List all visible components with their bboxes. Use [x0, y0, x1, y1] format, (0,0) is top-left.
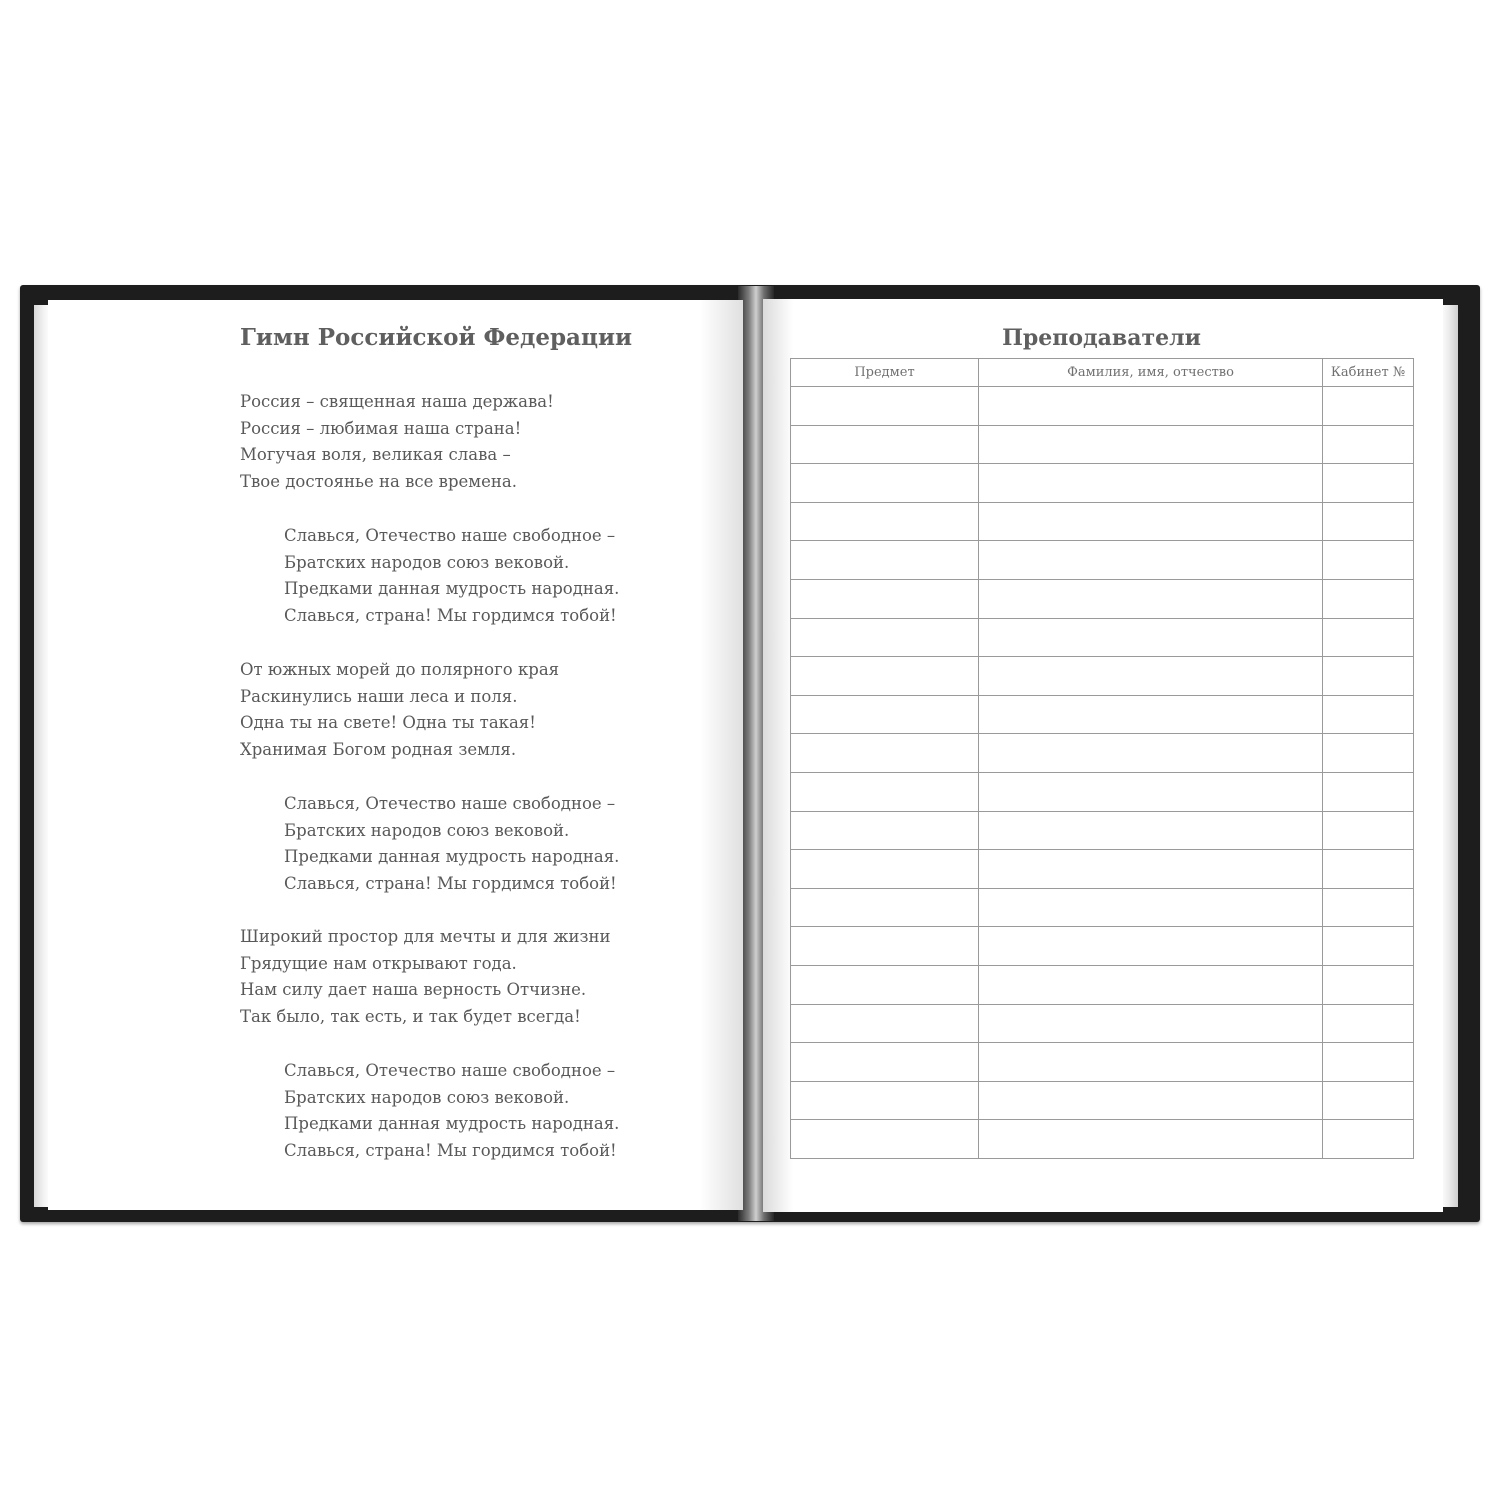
subject-cell[interactable] [791, 850, 979, 889]
subject-cell[interactable] [791, 657, 979, 696]
full-name-cell[interactable] [979, 888, 1323, 927]
anthem-verse-2 [240, 657, 660, 763]
subject-cell[interactable] [791, 1004, 979, 1043]
table-row [791, 1120, 1414, 1159]
full-name-cell[interactable] [979, 965, 1323, 1004]
anthem-line: Славься, страна! Мы гордимся тобой! [284, 1140, 617, 1160]
subject-cell[interactable] [791, 502, 979, 541]
room-cell[interactable] [1323, 541, 1414, 580]
room-cell[interactable] [1323, 772, 1414, 811]
table-row [791, 425, 1414, 464]
room-cell[interactable] [1323, 579, 1414, 618]
room-cell[interactable] [1323, 811, 1414, 850]
subject-cell[interactable] [791, 965, 979, 1004]
subject-cell[interactable] [791, 464, 979, 503]
anthem-line: Россия – любимая наша страна! [240, 418, 522, 438]
subject-cell[interactable] [791, 1081, 979, 1120]
full-name-cell[interactable] [979, 618, 1323, 657]
anthem-line: Одна ты на свете! Одна ты такая! [240, 713, 536, 732]
anthem-line: Могучая воля, великая слава – [240, 445, 511, 464]
subject-cell[interactable] [791, 734, 979, 773]
full-name-cell[interactable] [979, 1120, 1323, 1159]
table-row [791, 772, 1414, 811]
room-cell[interactable] [1323, 464, 1414, 503]
full-name-cell[interactable] [979, 850, 1323, 889]
full-name-cell[interactable] [979, 695, 1323, 734]
full-name-cell[interactable] [979, 772, 1323, 811]
full-name-cell[interactable] [979, 657, 1323, 696]
subject-cell[interactable] [791, 425, 979, 464]
right-gutter-shadow [763, 299, 793, 1212]
table-row [791, 927, 1414, 966]
table-row [791, 541, 1414, 580]
full-name-cell[interactable] [979, 387, 1323, 426]
table-row [791, 502, 1414, 541]
table-row [791, 1081, 1414, 1120]
anthem-line: Славься, Отечество наше свободное – [284, 526, 616, 545]
anthem-line: Нам силу дает наша верность Отчизне. [240, 980, 587, 999]
subject-cell[interactable] [791, 927, 979, 966]
room-cell[interactable] [1323, 425, 1414, 464]
full-name-cell[interactable] [979, 1004, 1323, 1043]
table-row [791, 965, 1414, 1004]
anthem-line: Славься, Отечество наше свободное – [284, 1061, 616, 1080]
subject-cell[interactable] [791, 695, 979, 734]
anthem-line: Предками данная мудрость народная. [284, 847, 620, 866]
subject-cell[interactable] [791, 888, 979, 927]
header-room: Кабинет № [1323, 359, 1414, 387]
full-name-cell[interactable] [979, 579, 1323, 618]
room-cell[interactable] [1323, 387, 1414, 426]
room-cell[interactable] [1323, 657, 1414, 696]
subject-cell[interactable] [791, 772, 979, 811]
room-cell[interactable] [1323, 734, 1414, 773]
header-full-name: Фамилия, имя, отчество [979, 359, 1323, 387]
full-name-cell[interactable] [979, 425, 1323, 464]
subject-cell[interactable] [791, 811, 979, 850]
table-row [791, 888, 1414, 927]
anthem-line: Предками данная мудрость народная. [284, 579, 620, 598]
room-cell[interactable] [1323, 1043, 1414, 1082]
full-name-cell[interactable] [979, 541, 1323, 580]
room-cell[interactable] [1323, 927, 1414, 966]
left-gutter-shadow [700, 300, 743, 1210]
anthem-line: Славься, страна! Мы гордимся тобой! [284, 605, 617, 625]
anthem-line: Твое достоянье на все времена. [240, 471, 517, 491]
anthem-verse-3 [240, 924, 660, 1030]
full-name-cell[interactable] [979, 734, 1323, 773]
room-cell[interactable] [1323, 850, 1414, 889]
anthem-line: Братских народов союз вековой. [284, 552, 570, 572]
room-cell[interactable] [1323, 888, 1414, 927]
room-cell[interactable] [1323, 1120, 1414, 1159]
subject-cell[interactable] [791, 541, 979, 580]
anthem-line: Широкий простор для мечты и для жизни [240, 927, 611, 946]
anthem-chorus-1 [284, 523, 704, 629]
table-row [791, 695, 1414, 734]
table-row [791, 387, 1414, 426]
anthem-line: Славься, страна! Мы гордимся тобой! [284, 873, 617, 893]
table-row [791, 1043, 1414, 1082]
anthem-chorus-3 [284, 1058, 704, 1164]
anthem-line: Россия – священная наша держава! [240, 392, 554, 411]
full-name-cell[interactable] [979, 464, 1323, 503]
table-row [791, 579, 1414, 618]
table-row [791, 1004, 1414, 1043]
room-cell[interactable] [1323, 1004, 1414, 1043]
full-name-cell[interactable] [979, 502, 1323, 541]
teachers-table [790, 358, 1414, 1159]
full-name-cell[interactable] [979, 1043, 1323, 1082]
subject-cell[interactable] [791, 618, 979, 657]
table-row [791, 850, 1414, 889]
subject-cell[interactable] [791, 1043, 979, 1082]
table-row [791, 464, 1414, 503]
anthem-line: От южных морей до полярного края [240, 660, 560, 679]
anthem-chorus-2 [284, 791, 704, 897]
header-subject: Предмет [791, 359, 979, 387]
anthem-line: Предками данная мудрость народная. [284, 1114, 620, 1133]
teachers-table-body [791, 387, 1414, 1159]
room-cell[interactable] [1323, 502, 1414, 541]
table-row [791, 734, 1414, 773]
anthem-line: Братских народов союз вековой. [284, 820, 570, 840]
anthem-line: Славься, Отечество наше свободное – [284, 794, 616, 813]
subject-cell[interactable] [791, 579, 979, 618]
full-name-cell[interactable] [979, 927, 1323, 966]
table-row [791, 618, 1414, 657]
full-name-cell[interactable] [979, 811, 1323, 850]
room-cell[interactable] [1323, 1081, 1414, 1120]
full-name-cell[interactable] [979, 1081, 1323, 1120]
table-row [791, 811, 1414, 850]
subject-cell[interactable] [791, 387, 979, 426]
anthem-line: Так было, так есть, и так будет всегда! [240, 1006, 581, 1026]
anthem-line: Хранимая Богом родная земля. [240, 739, 517, 759]
room-cell[interactable] [1323, 618, 1414, 657]
anthem-verse-1 [240, 389, 660, 495]
room-cell[interactable] [1323, 695, 1414, 734]
anthem-title: Гимн Российской Федерации [240, 324, 633, 351]
room-cell[interactable] [1323, 965, 1414, 1004]
anthem-line: Раскинулись наши леса и поля. [240, 686, 518, 706]
anthem-line: Братских народов союз вековой. [284, 1087, 570, 1107]
table-header-row [791, 359, 1414, 387]
table-row [791, 657, 1414, 696]
teachers-title: Преподаватели [1002, 325, 1201, 351]
anthem-line: Грядущие нам открывают года. [240, 953, 517, 973]
subject-cell[interactable] [791, 1120, 979, 1159]
